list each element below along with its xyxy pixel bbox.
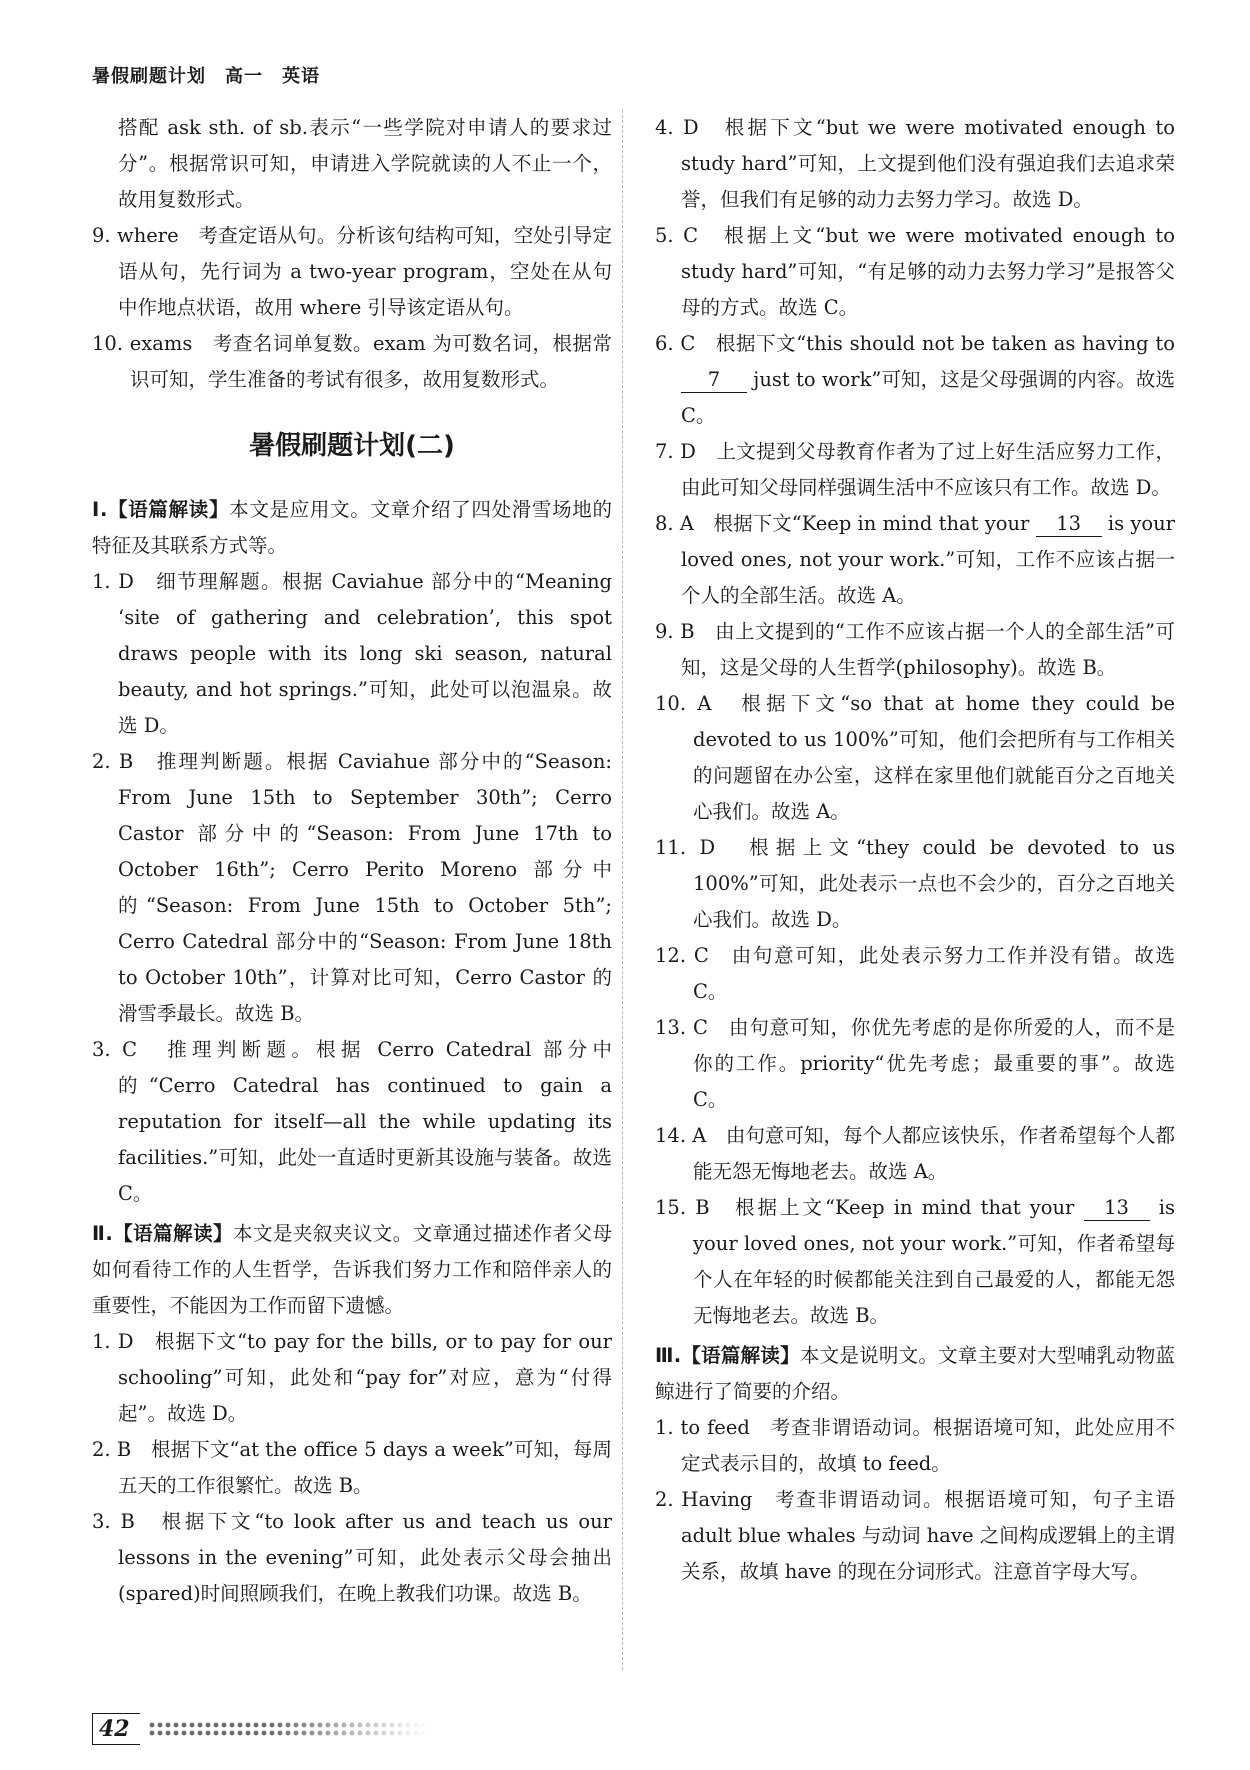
p2-answer-2: 2. B 根据下文“at the office 5 days a week”可知，每周五天的工作很繁忙。故选 B。 — [92, 1438, 612, 1497]
running-header: 暑假刷题计划 高一 英语 — [92, 66, 320, 87]
p2-answer-1: 1. D 根据下文“to pay for the bills, or to pay for our schooling”可知，此处和“pay for”对应，意为“付得起”。故选 D。 — [92, 1330, 612, 1425]
right-column — [655, 110, 1175, 1590]
passage-1-intro-text: 本文是应用文。文章介绍了四处滑雪场地的特征及其联系方式等。 — [92, 498, 612, 557]
left-column — [92, 110, 612, 1612]
page-number: 42 — [92, 1713, 140, 1745]
passage-1-label: Ⅰ.【语篇解读】 — [92, 498, 230, 521]
page-footer — [92, 1712, 428, 1746]
answer-item-10: 10. exams 考查名词单复数。exam 为可数名词，根据常识可知，学生准备的考试有很多，故用复数形式。 — [92, 332, 612, 391]
answer-8-text-after: is your loved ones, not your work.”可知，工作不应该占据一个人的全部生活。故选 A。 — [681, 512, 1176, 607]
p3-answer-2: 2. Having 考查非谓语动词。根据语境可知，句子主语 adult blue whales 与动词 have 之间构成逻辑上的主谓关系，故填 have 的现在分词形式。注意首字母大写。 — [655, 1488, 1175, 1583]
p2-answer-9: 9. B 由上文提到的“工作不应该占据一个人的全部生活”可知，这是父母的人生哲学(philosophy)。故选 B。 — [655, 620, 1175, 679]
p1-answer-2: 2. B 推理判断题。根据 Caviahue 部分中的“Season: From June 15th to September 30th”; Cerro Castor 部分中的“Season: From June 17th to October 16th”; Cerro Perito Moreno 部分中的“Season: From June 15th to October 5th”; Cerro Catedral 部分中的“Season: From June 18th to October 10th”，计算对比可知，Cerro Castor 的滑雪季最长。故选 B。 — [92, 750, 612, 1025]
p2-answer-13: 13. C 由句意可知，你优先考虑的是你所爱的人，而不是你的工作。priority“优先考虑；最重要的事”。故选 C。 — [655, 1016, 1175, 1111]
passage-3-label: Ⅲ.【语篇解读】 — [655, 1344, 800, 1367]
answer-6-text-before: 6. C 根据下文“this should not be taken as having to — [655, 332, 1175, 355]
decorative-dot-bar — [148, 1721, 428, 1737]
blank-7: 7 — [681, 368, 747, 393]
p2-answer-10: 10. A 根据下文“so that at home they could be devoted to us 100%”可知，他们会把所有与工作相关的问题留在办公室，这样在家里他们就能百分之百地关心我们。故选 A。 — [655, 692, 1175, 823]
answer-item8-continuation: 搭配 ask sth. of sb.表示“一些学院对申请人的要求过分”。根据常识可知，申请进入学院就读的人不止一个，故用复数形式。 — [118, 116, 612, 211]
passage-2-intro — [92, 1216, 612, 1324]
passage-3-intro-text: 本文是说明文。文章主要对大型哺乳动物蓝鲸进行了简要的介绍。 — [655, 1344, 1175, 1403]
answer-item-9: 9. where 考查定语从句。分析该句结构可知，空处引导定语从句，先行词为 a two-year program，空处在从句中作地点状语，故用 where 引导该定语从句。 — [92, 224, 612, 319]
p2-answer-6 — [655, 326, 1175, 434]
p2-answer-8 — [655, 506, 1175, 614]
p2-answer-14: 14. A 由句意可知，每个人都应该快乐，作者希望每个人都能无怨无悔地老去。故选 A。 — [655, 1124, 1175, 1183]
passage-1-intro — [92, 492, 612, 564]
blank-13-repeat: 13 — [1084, 1196, 1150, 1221]
answer-15-text-before: 15. B 根据上文“Keep in mind that your — [655, 1196, 1084, 1219]
answer-15-text-after: is your loved ones, not your work.”可知，作者希望每个人在年轻的时候都能关注到自己最爱的人，都能无怨无悔地老去。故选 B。 — [693, 1196, 1175, 1327]
p3-answer-1: 1. to feed 考查非谓语动词。根据语境可知，此处应用不定式表示目的，故填 to feed。 — [655, 1416, 1175, 1475]
p2-answer-11: 11. D 根据上文“they could be devoted to us 100%”可知，此处表示一点也不会少的，百分之百地关心我们。故选 D。 — [655, 836, 1175, 931]
passage-3-intro — [655, 1338, 1175, 1410]
passage-2-label: Ⅱ.【语篇解读】 — [92, 1222, 234, 1245]
answer-8-text-before: 8. A 根据下文“Keep in mind that your — [655, 512, 1036, 535]
p1-answer-1: 1. D 细节理解题。根据 Caviahue 部分中的“Meaning ‘site of gathering and celebration’, this spot draws people with its long ski season, natural beauty, and hot springs.”可知，此处可以泡温泉。故选 D。 — [92, 570, 612, 737]
passage-2-intro-text: 本文是夹叙夹议文。文章通过描述作者父母如何看待工作的人生哲学，告诉我们努力工作和陪伴亲人的重要性，不能因为工作而留下遗憾。 — [92, 1222, 612, 1317]
p2-answer-12: 12. C 由句意可知，此处表示努力工作并没有错。故选 C。 — [655, 944, 1175, 1003]
p2-answer-15 — [655, 1190, 1175, 1334]
section-title: 暑假刷题计划(二) — [249, 431, 455, 461]
p2-answer-3: 3. B 根据下文“to look after us and teach us our lessons in the evening”可知，此处表示父母会抽出(spared)时间照顾我们，在晚上教我们功课。故选 B。 — [92, 1510, 612, 1605]
p2-answer-7: 7. D 上文提到父母教育作者为了过上好生活应努力工作，由此可知父母同样强调生活中不应该只有工作。故选 D。 — [655, 440, 1175, 499]
p1-answer-3: 3. C 推理判断题。根据 Cerro Catedral 部分中的“Cerro Catedral has continued to gain a reputation for itself—all the while updating its facilities.”可知，此处一直适时更新其设施与装备。故选 C。 — [92, 1038, 612, 1205]
p2-answer-5: 5. C 根据上文“but we were motivated enough to study hard”可知，“有足够的动力去努力学习”是报答父母的方式。故选 C。 — [655, 224, 1175, 319]
column-divider — [622, 110, 623, 1670]
p2-answer-4: 4. D 根据下文“but we were motivated enough to study hard”可知，上文提到他们没有强迫我们去追求荣誉，但我们有足够的动力去努力学习。故选 D。 — [655, 116, 1175, 211]
blank-13: 13 — [1036, 512, 1102, 537]
answer-6-text-after: just to work”可知，这是父母强调的内容。故选 C。 — [681, 368, 1175, 427]
